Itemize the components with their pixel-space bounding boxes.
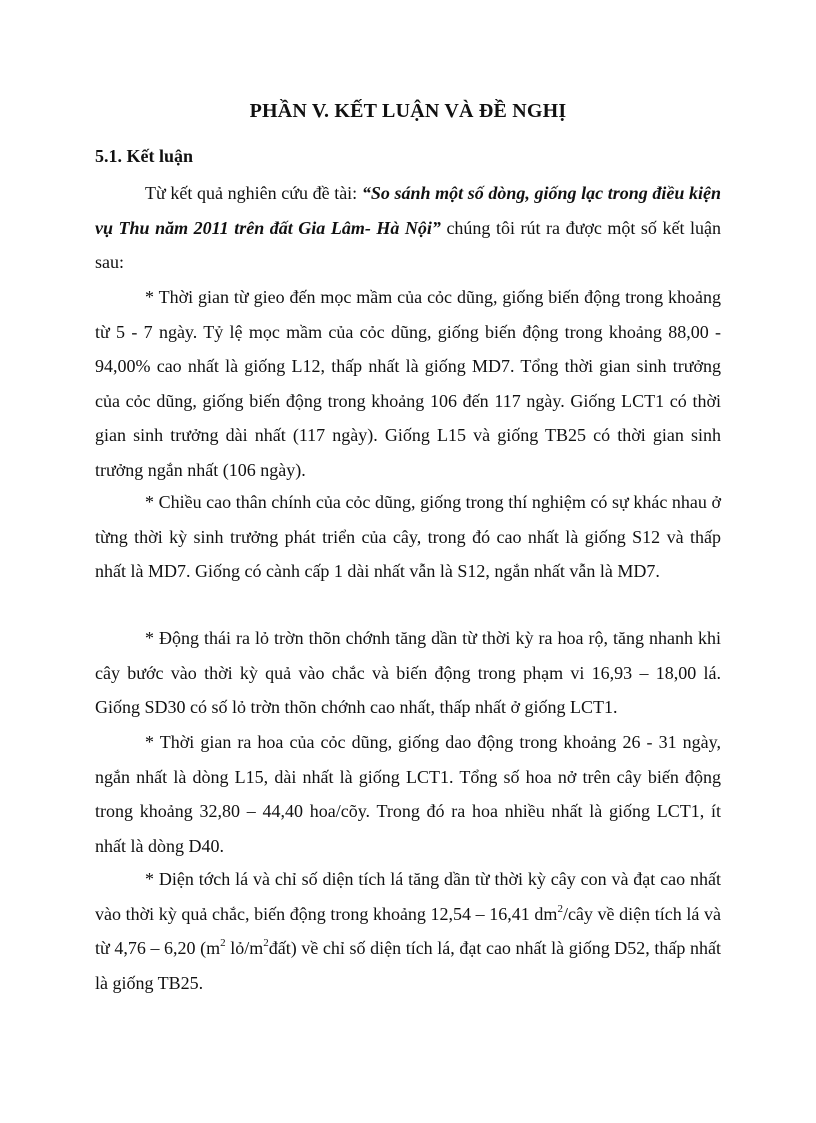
superscript: 2 bbox=[263, 937, 269, 949]
conclusion-plant-height: * Chiều cao thân chính của cỏc dũng, giống trong thí nghiệm có sự khác nhau ở từng thời kỳ sinh trưởng phát triển của cây, trong đó cao nhất là giống S12 và thấp nhất là MD7. Giống có cành cấp 1 dài nhất vẫn là S12, ngắn nhất vẫn là MD7. bbox=[95, 492, 721, 581]
section-heading: 5.1. Kết luận bbox=[95, 146, 194, 166]
leaf-area-text-a: * Diện tớch lá và chỉ số diện tích lá tăng dần từ thời kỳ cây con và đạt cao nhất vào thời kỳ quả chắc, biến động trong khoảng 12,54 – 16,41 dm bbox=[95, 869, 721, 924]
page-title: PHẦN V. KẾT LUẬN VÀ ĐỀ NGHỊ bbox=[249, 100, 567, 122]
conclusion-germination: * Thời gian từ gieo đến mọc mầm của cỏc dũng, giống biến động trong khoảng từ 5 - 7 ngày. Tỷ lệ mọc mầm của cỏc dũng, giống biến động trong khoảng 88,00 - 94,00% cao nhất là giống L12, thấp nhất là giống MD7. Tổng thời gian sinh trưởng của cỏc dũng, giống biến động trong khoảng 106 đến 117 ngày. Giống LCT1 có thời gian sinh trưởng dài nhất (117 ngày). Giống L15 và giống TB25 có thời gian sinh trưởng ngắn nhất (106 ngày). bbox=[95, 287, 721, 480]
leaf-area-text-c: lỏ/m bbox=[225, 938, 264, 958]
conclusion-flowering: * Thời gian ra hoa của cỏc dũng, giống dao động trong khoảng 26 - 31 ngày, ngắn nhất là dòng L15, dài nhất là giống LCT1. Tổng số hoa nở trên cây biến động trong khoảng 32,80 – 44,40 hoa/cõy. Trong đó ra hoa nhiều nhất là giống LCT1, ít nhất là dòng D40. bbox=[95, 732, 721, 856]
conclusion-leaf-dynamics: * Động thái ra lỏ trờn thõn chớnh tăng dần từ thời kỳ ra hoa rộ, tăng nhanh khi cây bước vào thời kỳ quả vào chắc và biến động trong phạm vi 16,93 – 18,00 lá. Giống SD30 có số lỏ trờn thõn chớnh cao nhất, thấp nhất ở giống LCT1. bbox=[95, 628, 721, 717]
leaf-area-text-b: /cây về diện tích lá và từ 4,76 – 6,20 (m bbox=[95, 903, 721, 958]
conclusion-leaf-area bbox=[95, 862, 721, 1000]
intro-after: chúng tôi rút ra được một số kết luận sau: bbox=[95, 217, 721, 272]
intro-before: Từ kết quả nghiên cứu đề tài: bbox=[145, 183, 362, 203]
leaf-area-text-d: đất) về chỉ số diện tích lá, đạt cao nhất là giống D52, thấp nhất là giống TB25. bbox=[95, 938, 721, 993]
intro-paragraph bbox=[95, 176, 721, 280]
superscript: 2 bbox=[557, 902, 563, 915]
superscript: 2 bbox=[220, 937, 226, 949]
study-topic: “So sánh một số dòng, giống lạc trong điều kiện vụ Thu năm 2011 trên đất Gia Lâm- Hà Nội” bbox=[95, 183, 721, 238]
